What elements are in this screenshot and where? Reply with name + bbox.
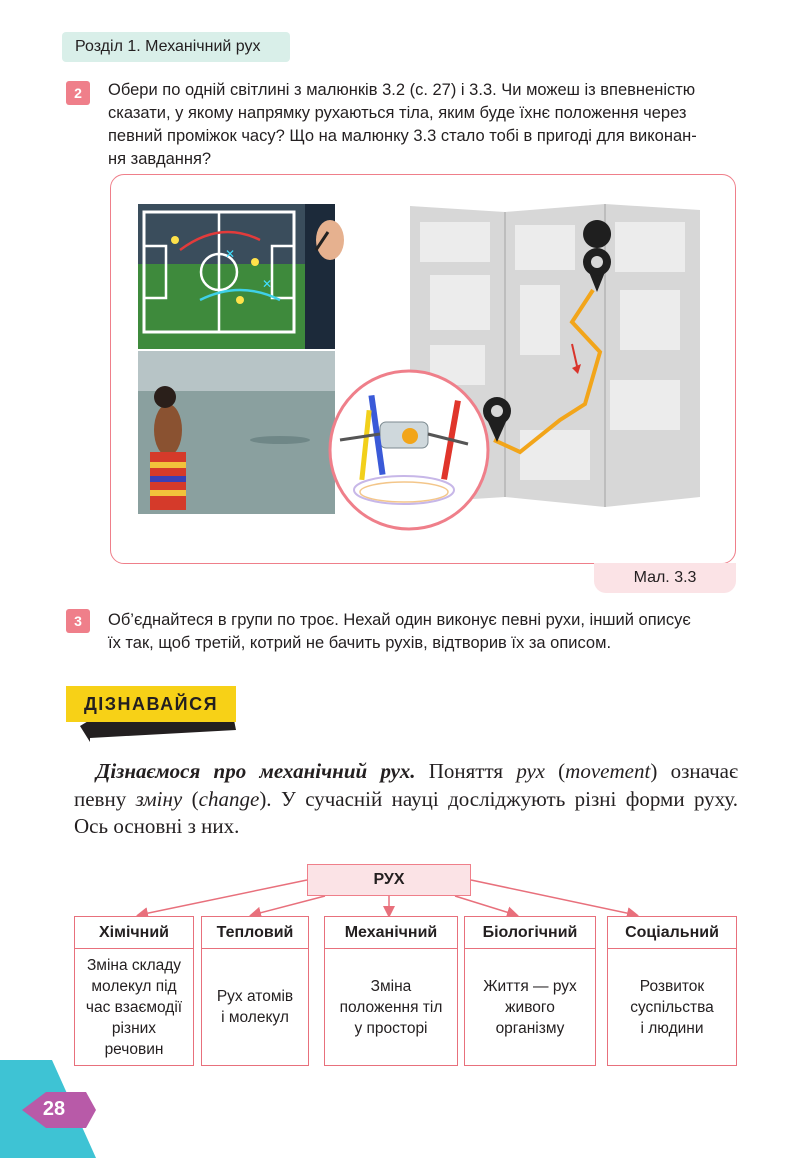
learn-label: ДІЗНАВАЙСЯ xyxy=(83,694,219,714)
intro-paragraph xyxy=(74,758,738,841)
column-title: Соціальний xyxy=(608,917,736,949)
svg-text:✕: ✕ xyxy=(225,247,236,261)
paragraph-lead: Дізнаємося про механічний рух. xyxy=(96,759,416,783)
paragraph-text: Поняття xyxy=(415,759,517,783)
column-line: молекул під xyxy=(91,977,177,995)
column-title: Хімічний xyxy=(75,917,193,949)
term-change-en: change xyxy=(198,786,260,811)
task-3-text xyxy=(108,609,744,655)
term-movement-en: movement xyxy=(565,759,651,783)
football-tactics-photo xyxy=(138,204,344,349)
paragraph-text: ( xyxy=(544,759,566,783)
column-line: живого xyxy=(505,998,555,1016)
drawing-robot-photo xyxy=(330,371,488,529)
term-change-ua: зміну xyxy=(135,786,183,811)
column-line: Розвиток xyxy=(639,977,705,995)
svg-text:✕: ✕ xyxy=(262,277,273,291)
diagram-root: РУХ xyxy=(307,864,471,896)
page-number: 28 xyxy=(42,1098,66,1120)
column-line: і людини xyxy=(640,1019,704,1037)
task-2-line: певний проміжок часу? Що на малюнку 3.3 стало тобі в пригоді для виконан- xyxy=(108,127,697,145)
diagram-column-social xyxy=(607,916,737,1066)
paragraph-text: ). У сучасній науці досліджують різні форми руху. Ось основні з них. xyxy=(74,786,739,838)
diagram-column-biological xyxy=(464,916,596,1066)
task-2-line: Обери по одній світлині з малюнків 3.2 (с. 27) і 3.3. Чи можеш із впевненістю xyxy=(108,81,696,99)
column-line: організму xyxy=(495,1019,565,1037)
column-description xyxy=(75,949,193,1065)
figure-caption: Мал. 3.3 xyxy=(594,563,736,593)
task-3-line: Об’єднайтеся в групи по троє. Нехай один виконує певні рухи, інший описує xyxy=(108,611,691,629)
column-description xyxy=(325,949,457,1065)
column-line: у просторі xyxy=(354,1019,428,1037)
column-line: різних xyxy=(111,1019,157,1037)
task-3-badge: 3 xyxy=(66,609,90,633)
paragraph-text: ( xyxy=(182,786,199,811)
column-line: і молекул xyxy=(221,1009,289,1026)
boy-at-sea-photo xyxy=(138,351,335,514)
column-description xyxy=(465,949,595,1065)
column-line: Рух атомів xyxy=(216,988,294,1005)
column-description xyxy=(608,949,736,1065)
column-line: речовин xyxy=(104,1040,164,1058)
task-2-line: ня завдання? xyxy=(108,150,212,168)
diagram-column-chemical xyxy=(74,916,194,1066)
column-line: суспільства xyxy=(630,998,714,1016)
column-title: Тепловий xyxy=(202,917,308,949)
task-3-line: їх так, щоб третій, котрий не бачить рухів, відтворив їх за описом. xyxy=(108,634,612,652)
chapter-title: Розділ 1. Механічний рух xyxy=(62,32,290,62)
diagram-column-mechanical xyxy=(324,916,458,1066)
column-line: час взаємодії xyxy=(85,998,183,1016)
column-title: Механічний xyxy=(325,917,457,949)
diagram-column-thermal xyxy=(201,916,309,1066)
term-movement-ua: рух xyxy=(516,759,545,783)
column-line: Життя — рух xyxy=(483,977,577,995)
column-description xyxy=(202,949,308,1065)
paragraph-text: ) означає певну xyxy=(74,759,738,811)
task-2-line: сказати, у якому напрямку рухаються тіла, яким буде їхнє положення через xyxy=(108,104,687,122)
task-2-badge: 2 xyxy=(66,81,90,105)
column-title: Біологічний xyxy=(465,917,595,949)
column-line: Зміна складу xyxy=(86,956,182,974)
column-line: Зміна xyxy=(370,977,412,995)
column-line: положення тіл xyxy=(339,998,443,1016)
